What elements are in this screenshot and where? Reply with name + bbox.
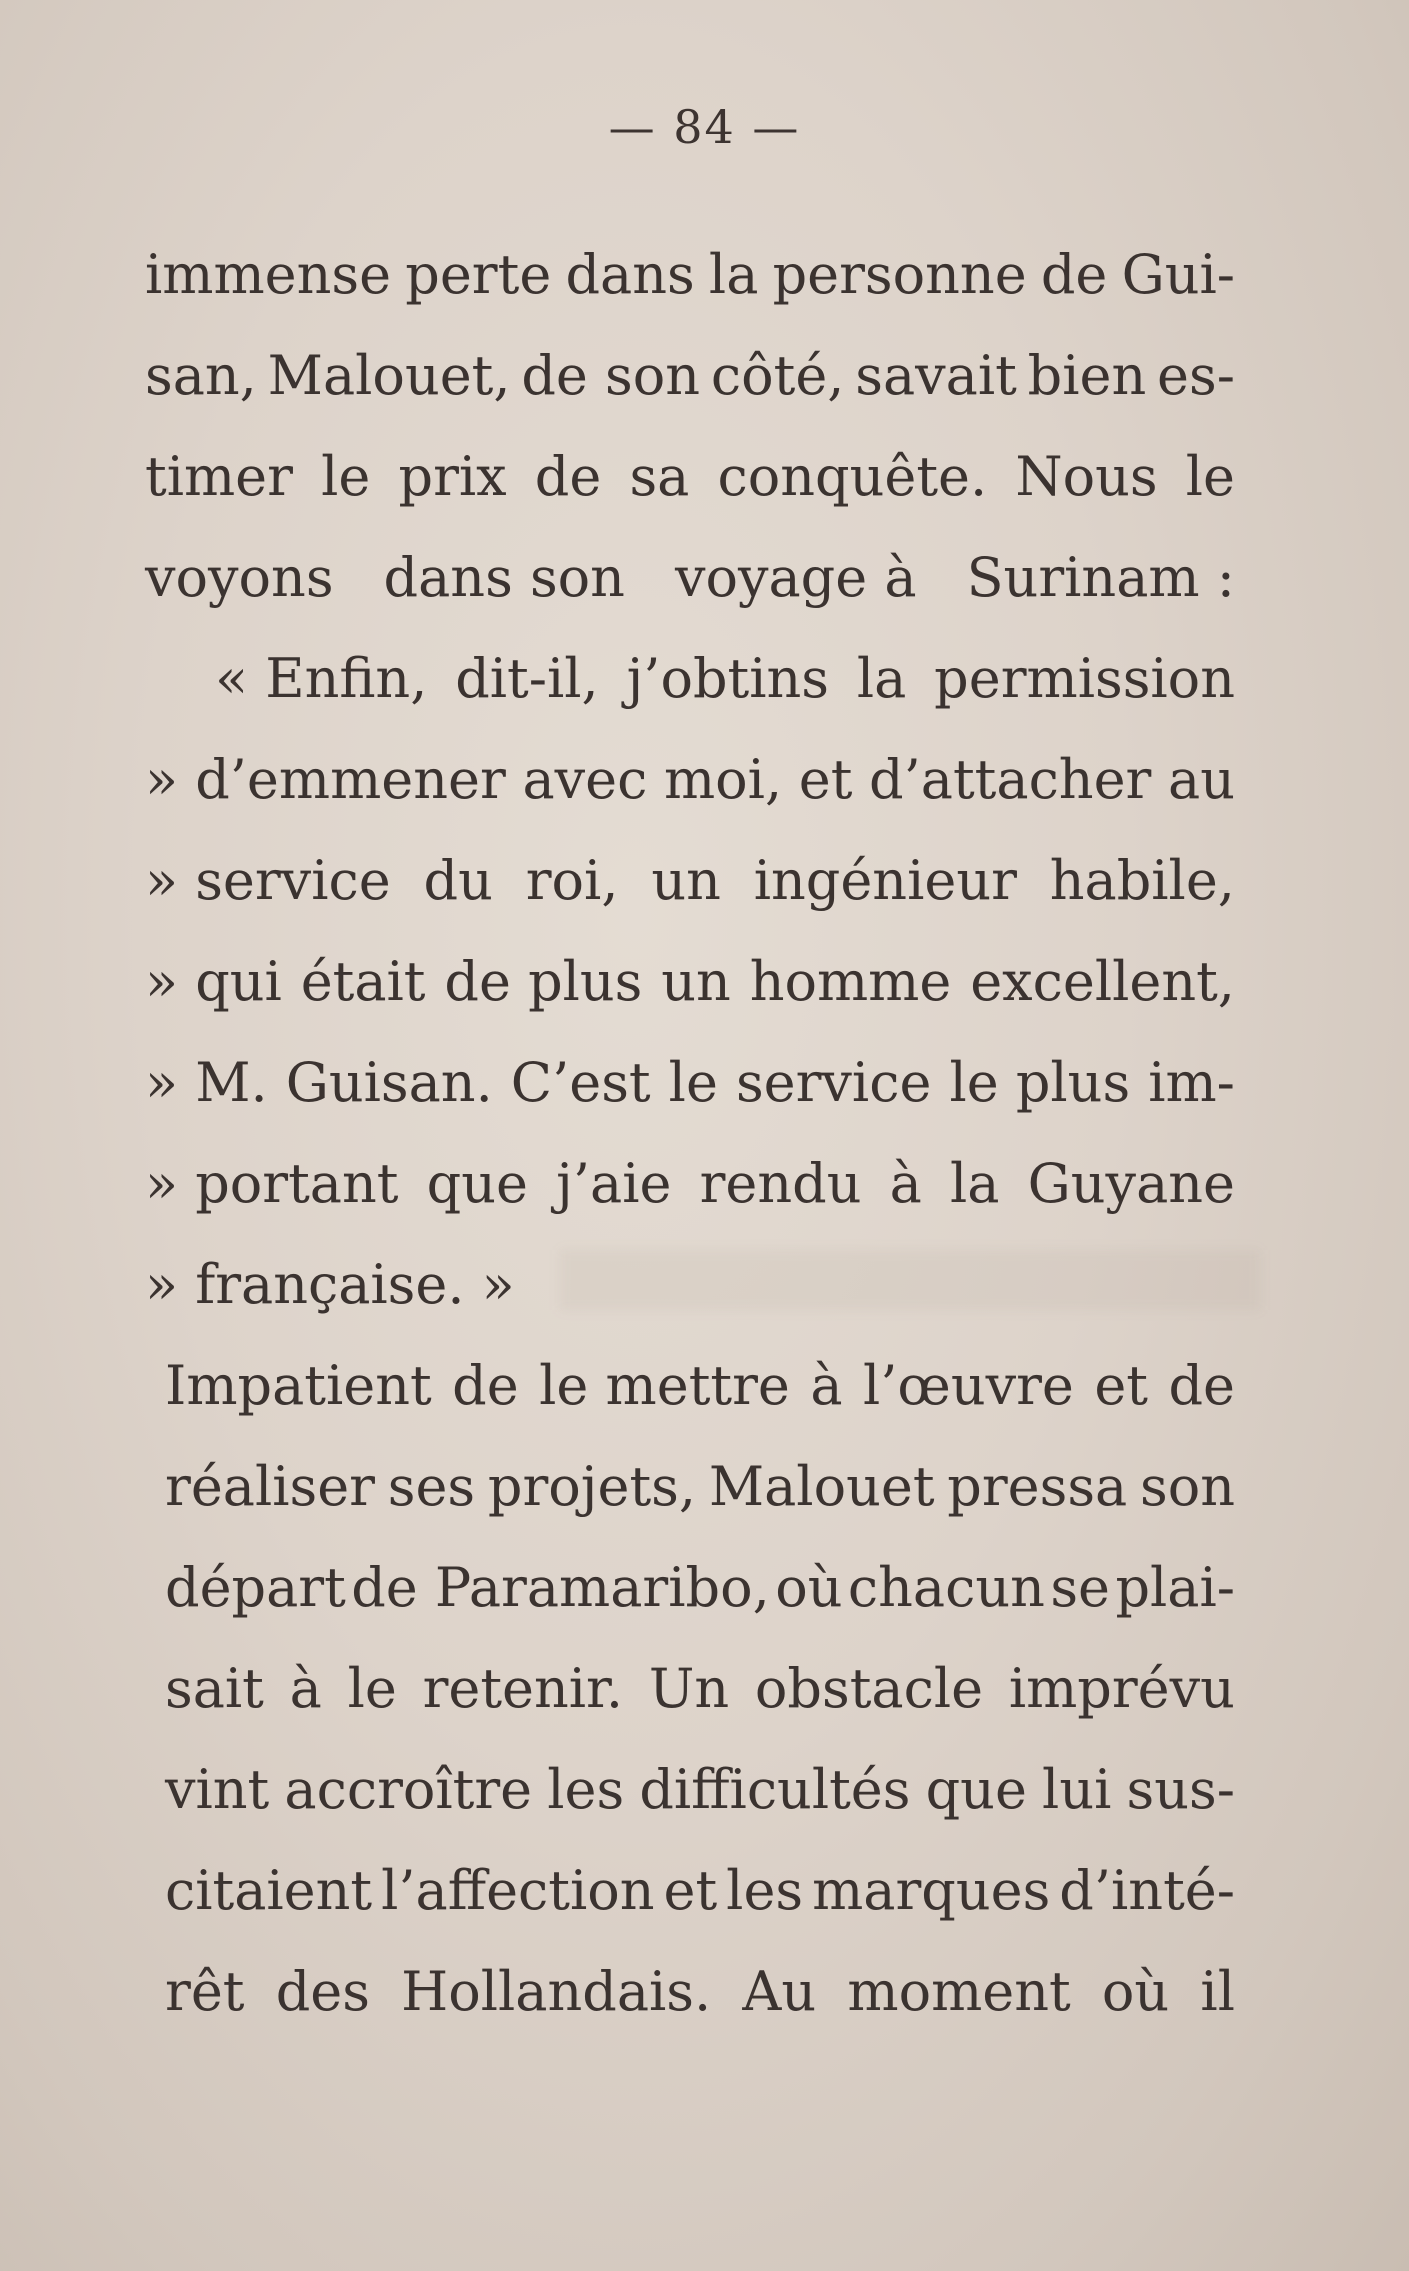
text-line bbox=[145, 628, 1235, 729]
body-text bbox=[145, 224, 1235, 2042]
word: imprévu bbox=[1008, 1657, 1235, 1720]
word: moment bbox=[847, 1960, 1071, 2023]
word: prix bbox=[398, 445, 507, 508]
word: C’est bbox=[510, 1051, 651, 1114]
word: il bbox=[1200, 1960, 1235, 2023]
word: l’œuvre bbox=[863, 1354, 1074, 1417]
word: réaliser bbox=[165, 1455, 375, 1518]
word: et bbox=[1094, 1354, 1149, 1417]
word: » service bbox=[145, 849, 391, 912]
word: et bbox=[798, 748, 853, 811]
word: personne bbox=[772, 243, 1027, 306]
word: de bbox=[1040, 243, 1108, 306]
word: était bbox=[300, 950, 426, 1013]
word: Malouet bbox=[708, 1455, 935, 1518]
word: Guyane bbox=[1027, 1152, 1235, 1215]
word: citaient bbox=[165, 1859, 373, 1922]
word: de son bbox=[521, 344, 701, 407]
word: vint bbox=[165, 1758, 270, 1821]
word: un bbox=[651, 849, 721, 912]
word: un bbox=[661, 950, 731, 1013]
text-line bbox=[145, 1840, 1235, 1941]
word: les bbox=[547, 1758, 625, 1821]
word: de bbox=[534, 445, 602, 508]
word: » M. bbox=[145, 1051, 268, 1114]
word: à bbox=[810, 1354, 843, 1417]
word: bien bbox=[1027, 344, 1147, 407]
word: le bbox=[321, 445, 371, 508]
word: rendu bbox=[699, 1152, 862, 1215]
word: de Paramaribo, bbox=[351, 1556, 770, 1619]
word: perte bbox=[405, 243, 552, 306]
word: « Enfin, bbox=[215, 647, 428, 710]
word: où bbox=[1101, 1960, 1170, 2023]
word: le mettre bbox=[539, 1354, 790, 1417]
text-line bbox=[145, 1234, 1235, 1335]
word: dans son bbox=[383, 546, 625, 609]
text-line bbox=[145, 729, 1235, 830]
word: où bbox=[775, 1556, 843, 1619]
word: et bbox=[663, 1859, 718, 1922]
word: moi, bbox=[663, 748, 783, 811]
word: marques bbox=[812, 1859, 1051, 1922]
word: de bbox=[452, 1354, 519, 1417]
word: es- bbox=[1157, 344, 1235, 407]
word: timer bbox=[145, 445, 293, 508]
word: Au bbox=[742, 1960, 817, 2023]
word: d’attacher bbox=[869, 748, 1152, 811]
word: Hollandais. bbox=[401, 1960, 712, 2023]
text-line bbox=[145, 1537, 1235, 1638]
word: lui bbox=[1042, 1758, 1112, 1821]
word: d’inté- bbox=[1059, 1859, 1235, 1922]
word: départ bbox=[165, 1556, 346, 1619]
word: l’affection bbox=[381, 1859, 655, 1922]
word: rêt bbox=[165, 1960, 245, 2023]
text-line bbox=[145, 1133, 1235, 1234]
word: savait bbox=[855, 344, 1017, 407]
word: Surinam : bbox=[966, 546, 1235, 609]
text-line bbox=[145, 1335, 1235, 1436]
word: sait bbox=[165, 1657, 264, 1720]
word: sus- bbox=[1126, 1758, 1235, 1821]
word: les bbox=[726, 1859, 804, 1922]
word: Un bbox=[648, 1657, 730, 1720]
word: la bbox=[708, 243, 759, 306]
word: Impatient bbox=[165, 1354, 432, 1417]
word: du bbox=[423, 849, 493, 912]
word: le plus bbox=[949, 1051, 1131, 1114]
word: retenir. bbox=[422, 1657, 624, 1720]
word: excellent, bbox=[970, 950, 1235, 1013]
word: san, bbox=[145, 344, 257, 407]
word: des bbox=[275, 1960, 370, 2023]
word: » qui bbox=[145, 950, 282, 1013]
word: que bbox=[925, 1758, 1027, 1821]
word: » d’emmener bbox=[145, 748, 506, 811]
page-number: — 84 — bbox=[608, 100, 801, 154]
word: conquête. bbox=[717, 445, 988, 508]
word: ingénieur bbox=[753, 849, 1017, 912]
word: permission bbox=[934, 647, 1235, 710]
word: le bbox=[347, 1657, 397, 1720]
word: » portant bbox=[145, 1152, 399, 1215]
text-line bbox=[145, 426, 1235, 527]
word: de bbox=[1168, 1354, 1235, 1417]
word: sa bbox=[629, 445, 690, 508]
text-line bbox=[145, 931, 1235, 1032]
word: de plus bbox=[444, 950, 643, 1013]
word: côté, bbox=[710, 344, 845, 407]
word: service bbox=[735, 1051, 932, 1114]
text-line bbox=[145, 1941, 1235, 2042]
word: Guisan. bbox=[285, 1051, 493, 1114]
word: que bbox=[426, 1152, 528, 1215]
text-line bbox=[145, 224, 1235, 325]
word: le bbox=[1185, 445, 1235, 508]
word: au bbox=[1168, 748, 1235, 811]
word: voyons bbox=[145, 546, 334, 609]
word: immense bbox=[145, 243, 392, 306]
word: j’aie bbox=[556, 1152, 672, 1215]
word: avec bbox=[522, 748, 648, 811]
word: Malouet, bbox=[267, 344, 511, 407]
word: im- bbox=[1148, 1051, 1235, 1114]
word: plai- bbox=[1115, 1556, 1235, 1619]
word: voyage à bbox=[674, 546, 917, 609]
word: la bbox=[950, 1152, 1000, 1215]
word: ses bbox=[387, 1455, 476, 1518]
text-line bbox=[145, 830, 1235, 931]
word: projets, bbox=[487, 1455, 697, 1518]
word: dans bbox=[565, 243, 695, 306]
word: à bbox=[889, 1152, 922, 1215]
word: difficultés bbox=[639, 1758, 911, 1821]
text-line bbox=[145, 1638, 1235, 1739]
word: chacun bbox=[847, 1556, 1045, 1619]
word: j’obtins bbox=[626, 647, 830, 710]
word: le bbox=[668, 1051, 718, 1114]
word: son bbox=[1139, 1455, 1235, 1518]
word: pressa bbox=[947, 1455, 1128, 1518]
word: » française. » bbox=[145, 1253, 515, 1316]
word: Nous bbox=[1015, 445, 1158, 508]
text-line bbox=[145, 325, 1235, 426]
word: la bbox=[856, 647, 907, 710]
word: habile, bbox=[1049, 849, 1235, 912]
word: roi, bbox=[525, 849, 619, 912]
word: homme bbox=[749, 950, 952, 1013]
text-line bbox=[145, 1436, 1235, 1537]
text-line bbox=[145, 1739, 1235, 1840]
word: obstacle bbox=[754, 1657, 984, 1720]
word: accroître bbox=[284, 1758, 533, 1821]
word: se bbox=[1050, 1556, 1111, 1619]
word: Gui- bbox=[1121, 243, 1235, 306]
word: dit-il, bbox=[455, 647, 599, 710]
word: à bbox=[289, 1657, 322, 1720]
text-line bbox=[145, 1032, 1235, 1133]
text-line bbox=[145, 527, 1235, 628]
